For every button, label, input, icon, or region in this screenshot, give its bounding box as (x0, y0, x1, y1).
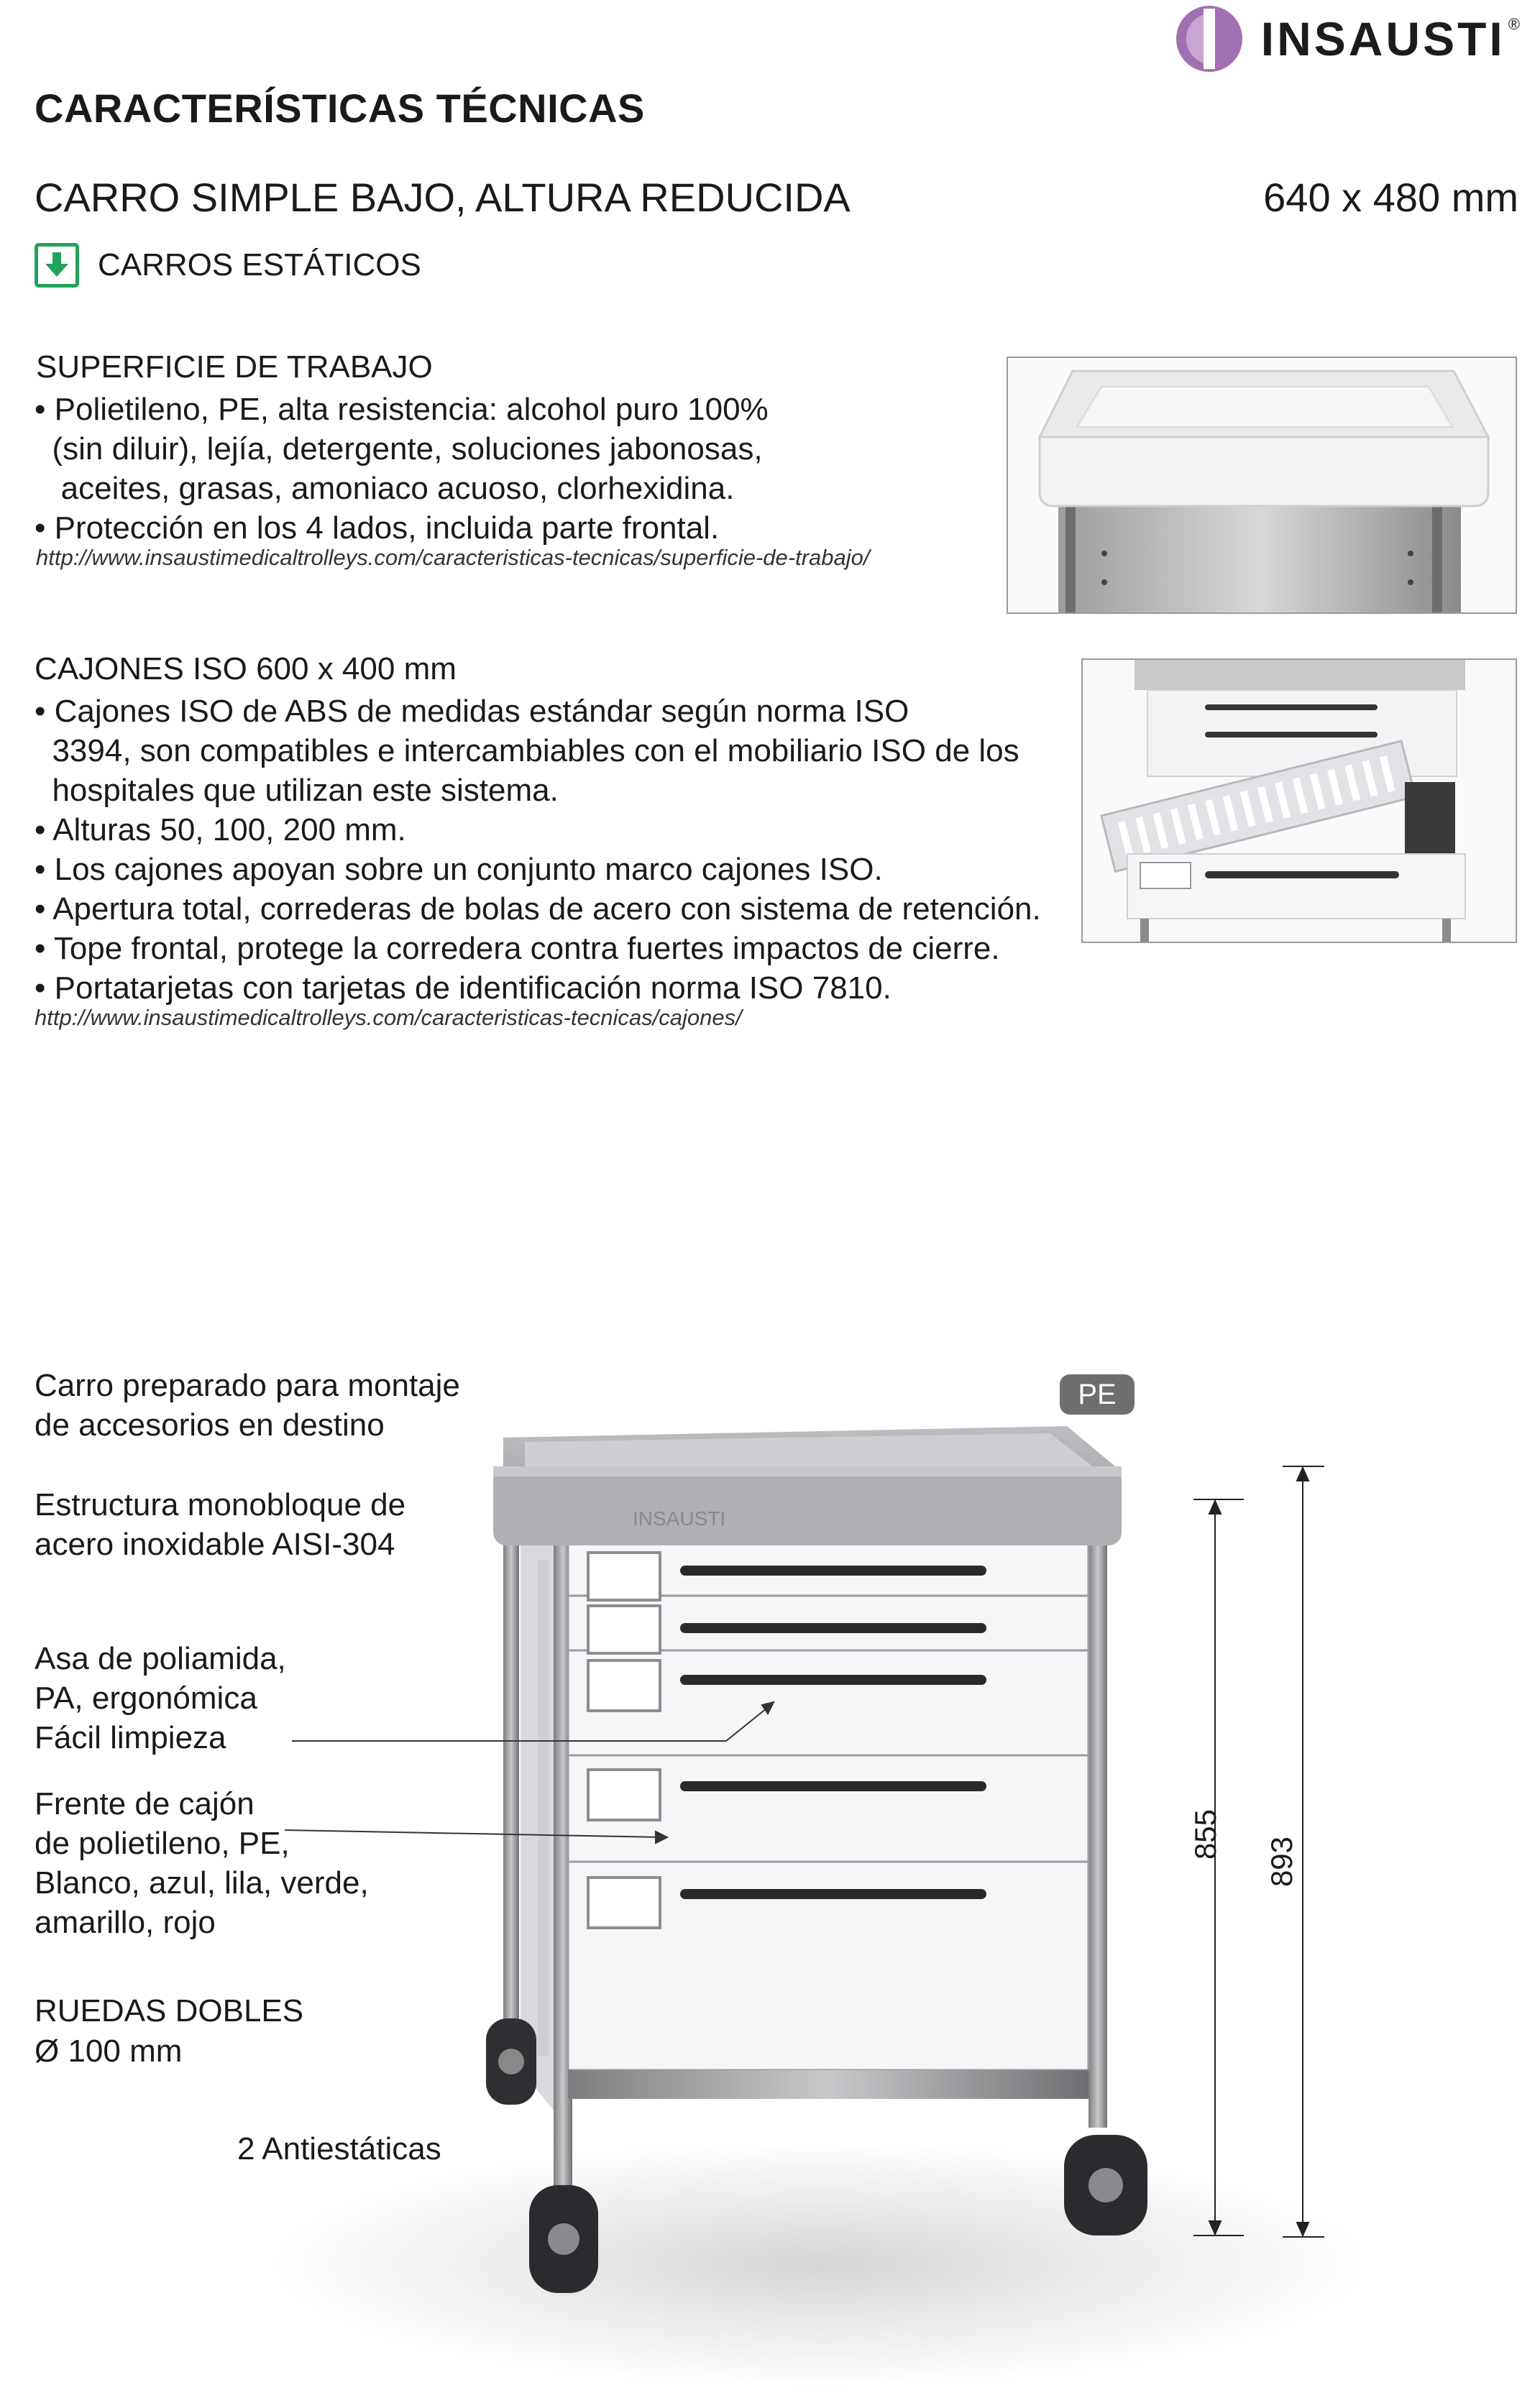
work-surface-body: • Polietileno, PE, alta resistencia: alcohol puro 100% (sin diluir), lejía, detergente, soluciones jabonosas, aceites, grasas, amoniaco acuoso, clorhexidina. • Protección en los 4 lados, incluida parte frontal. (35, 392, 769, 546)
callout-wheels-title: RUEDAS DOBLES (35, 1993, 304, 2028)
registered-mark: ® (1508, 15, 1520, 33)
work-surface-title: SUPERFICIE DE TRABAJO (36, 349, 433, 385)
product-name: CARRO SIMPLE BAJO, ALTURA REDUCIDA (35, 175, 851, 220)
wheel-front-right (1064, 2135, 1147, 2235)
work-surface-image (1007, 357, 1517, 614)
wheel-back-left (486, 2018, 536, 2105)
dimension-855: 855 (1188, 1809, 1222, 1860)
callout-handle: Asa de poliamida, PA, ergonómica Fácil limpieza (35, 1641, 286, 1755)
brand-logo (1175, 4, 1520, 73)
category-label: CARROS ESTÁTICOS (98, 247, 421, 282)
callout-antistatic: 2 Antiestáticas (237, 2131, 441, 2166)
dimension-893: 893 (1265, 1836, 1298, 1888)
page-title: CARACTERÍSTICAS TÉCNICAS (35, 86, 645, 131)
brand-name: INSAUSTI (1260, 12, 1505, 65)
drawers-image (1081, 658, 1517, 943)
callout-wheels-size: Ø 100 mm (35, 2034, 183, 2069)
callout-front: Frente de cajón de polietileno, PE, Blanco, azul, lila, verde, amarillo, rojo (35, 1786, 369, 1940)
material-badge: PE (1060, 1374, 1135, 1415)
product-dimensions: 640 x 480 mm (1263, 175, 1518, 220)
panel-brand: INSAUSTI (633, 1507, 726, 1530)
callout-structure: Estructura monobloque de acero inoxidable AISI-304 (35, 1487, 406, 1562)
brand-logo-icon (1175, 4, 1244, 73)
download-arrow-icon (35, 243, 79, 288)
trolley-illustration (0, 1366, 1540, 2408)
category-link[interactable] (35, 243, 421, 288)
callout-accessories: Carro preparado para montaje de accesorios en destino (35, 1368, 460, 1443)
wheel-front-left (529, 2185, 598, 2293)
work-surface-link[interactable]: http://www.insaustimedicaltrolleys.com/caracteristicas-tecnicas/superficie-de-trabajo/ (36, 545, 870, 570)
drawers-body: • Cajones ISO de ABS de medidas estándar según norma ISO 3394, son compatibles e intercambiables con el mobiliario ISO de los hospitales que utilizan este sistema. • Alturas 50, 100, 200 mm. • Los cajones apoyan sobre un conjunto marco cajones ISO. • Apertura total, correderas de bolas de acero con sistema de retención. • Tope frontal, protege la corredera contra fuertes impactos de cierre. • Portatarjetas con tarjetas de identificación norma ISO 7810. (35, 694, 1041, 1006)
drawers-title: CAJONES ISO 600 x 400 mm (35, 651, 457, 686)
drawers-link[interactable]: http://www.insaustimedicaltrolleys.com/caracteristicas-tecnicas/cajones/ (35, 1005, 742, 1030)
